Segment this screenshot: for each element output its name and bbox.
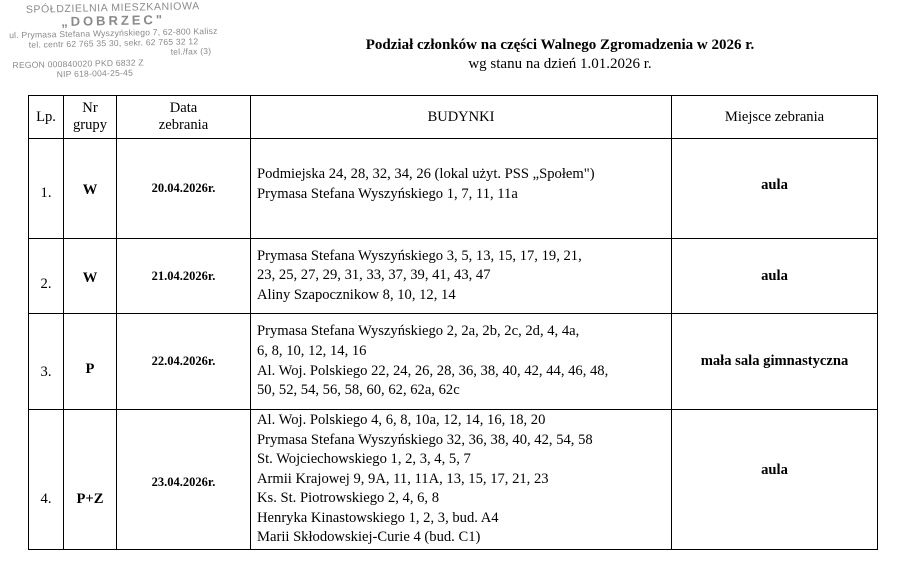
building-line: Prymasa Stefana Wyszyńskiego 3, 5, 13, 15, 17, 19, 21, xyxy=(257,247,582,264)
cell-place: aula xyxy=(672,139,878,239)
cell-group: P+Z xyxy=(64,410,117,550)
cell-lp: 2. xyxy=(29,239,64,314)
cell-lp: 3. xyxy=(29,314,64,410)
stamp-line-3: ul. Prymasa Stefana Wyszyńskiego 7, 62-800 Kalisz xyxy=(9,25,218,41)
building-line: Marii Skłodowskiej-Curie 4 (bud. C1) xyxy=(257,529,481,546)
stamp-line-4: tel. centr 62 765 35 30, sekr. 62 765 32 12 xyxy=(28,36,199,50)
cell-group: P xyxy=(64,314,117,410)
cell-buildings xyxy=(251,239,672,314)
cell-date: 20.04.2026r. xyxy=(117,139,251,239)
cell-buildings xyxy=(251,314,672,410)
building-line: Ks. St. Piotrowskiego 2, 4, 6, 8 xyxy=(257,490,440,507)
building-line: Prymasa Stefana Wyszyńskiego 32, 36, 38, 40, 42, 54, 58 xyxy=(257,431,593,448)
cell-date: 23.04.2026r. xyxy=(117,410,251,550)
cooperative-stamp xyxy=(5,0,222,82)
building-line: Podmiejska 24, 28, 32, 34, 26 (lokal użyt. PSS „Społem") xyxy=(257,165,595,182)
building-line: St. Wojciechowskiego 1, 2, 3, 4, 5, 7 xyxy=(257,451,471,468)
col-header-place: Miejsce zebrania xyxy=(672,96,878,139)
stamp-line-7: NIP 618-004-25-45 xyxy=(56,67,134,80)
col-header-lp: Lp. xyxy=(29,96,64,139)
building-line: Aliny Szapocznikow 8, 10, 12, 14 xyxy=(257,286,456,303)
cell-place: aula xyxy=(672,239,878,314)
stamp-line-6: REGON 000840020 PKD 6832 Z xyxy=(12,57,144,71)
cell-lp: 1. xyxy=(29,139,64,239)
cell-group: W xyxy=(64,239,117,314)
cell-place: aula xyxy=(672,410,878,550)
meetings-table xyxy=(28,95,878,550)
building-line: Al. Woj. Polskiego 22, 24, 26, 28, 36, 38, 40, 42, 44, 46, 48, xyxy=(257,362,609,379)
building-line: Henryka Kinastowskiego 1, 2, 3, bud. A4 xyxy=(257,509,499,526)
cell-buildings xyxy=(251,139,672,239)
col-header-buildings: BUDYNKI xyxy=(251,96,672,139)
col-header-group: Nr grupy xyxy=(64,96,117,139)
stamp-line-5: tel./fax (3) xyxy=(170,45,212,57)
document-subtitle: wg stanu na dzień 1.01.2026 r. xyxy=(468,56,652,72)
stamp-line-1: SPÓŁDZIELNIA MIESZKANIOWA xyxy=(25,0,200,16)
col-header-date: Data zebrania xyxy=(117,96,251,139)
cell-date: 22.04.2026r. xyxy=(117,314,251,410)
table-row xyxy=(29,139,878,239)
cell-place: mała sala gimnastyczna xyxy=(672,314,878,410)
building-line: 23, 25, 27, 29, 31, 33, 37, 39, 41, 43, 47 xyxy=(257,267,491,284)
document-header xyxy=(290,36,830,74)
building-line: Al. Woj. Polskiego 4, 6, 8, 10a, 12, 14, 16, 18, 20 xyxy=(257,411,546,428)
cell-date: 21.04.2026r. xyxy=(117,239,251,314)
table-row xyxy=(29,314,878,410)
document-title: Podział członków na części Walnego Zgromadzenia w 2026 r. xyxy=(365,37,755,53)
table-row xyxy=(29,410,878,550)
cell-group: W xyxy=(64,139,117,239)
building-line: 50, 52, 54, 56, 58, 60, 62, 62a, 62c xyxy=(257,382,460,399)
cell-buildings xyxy=(251,410,672,550)
building-line: Prymasa Stefana Wyszyńskiego 2, 2a, 2b, 2c, 2d, 4, 4a, xyxy=(257,323,580,340)
building-line: Armii Krajowej 9, 9A, 11, 11A, 13, 15, 17, 21, 23 xyxy=(257,470,549,487)
cell-lp: 4. xyxy=(29,410,64,550)
table-row xyxy=(29,239,878,314)
table-header-row xyxy=(29,96,878,139)
stamp-line-2: „DOBRZEC" xyxy=(60,11,166,30)
building-line: Prymasa Stefana Wyszyńskiego 1, 7, 11, 11a xyxy=(257,185,518,202)
building-line: 6, 8, 10, 12, 14, 16 xyxy=(257,342,367,359)
